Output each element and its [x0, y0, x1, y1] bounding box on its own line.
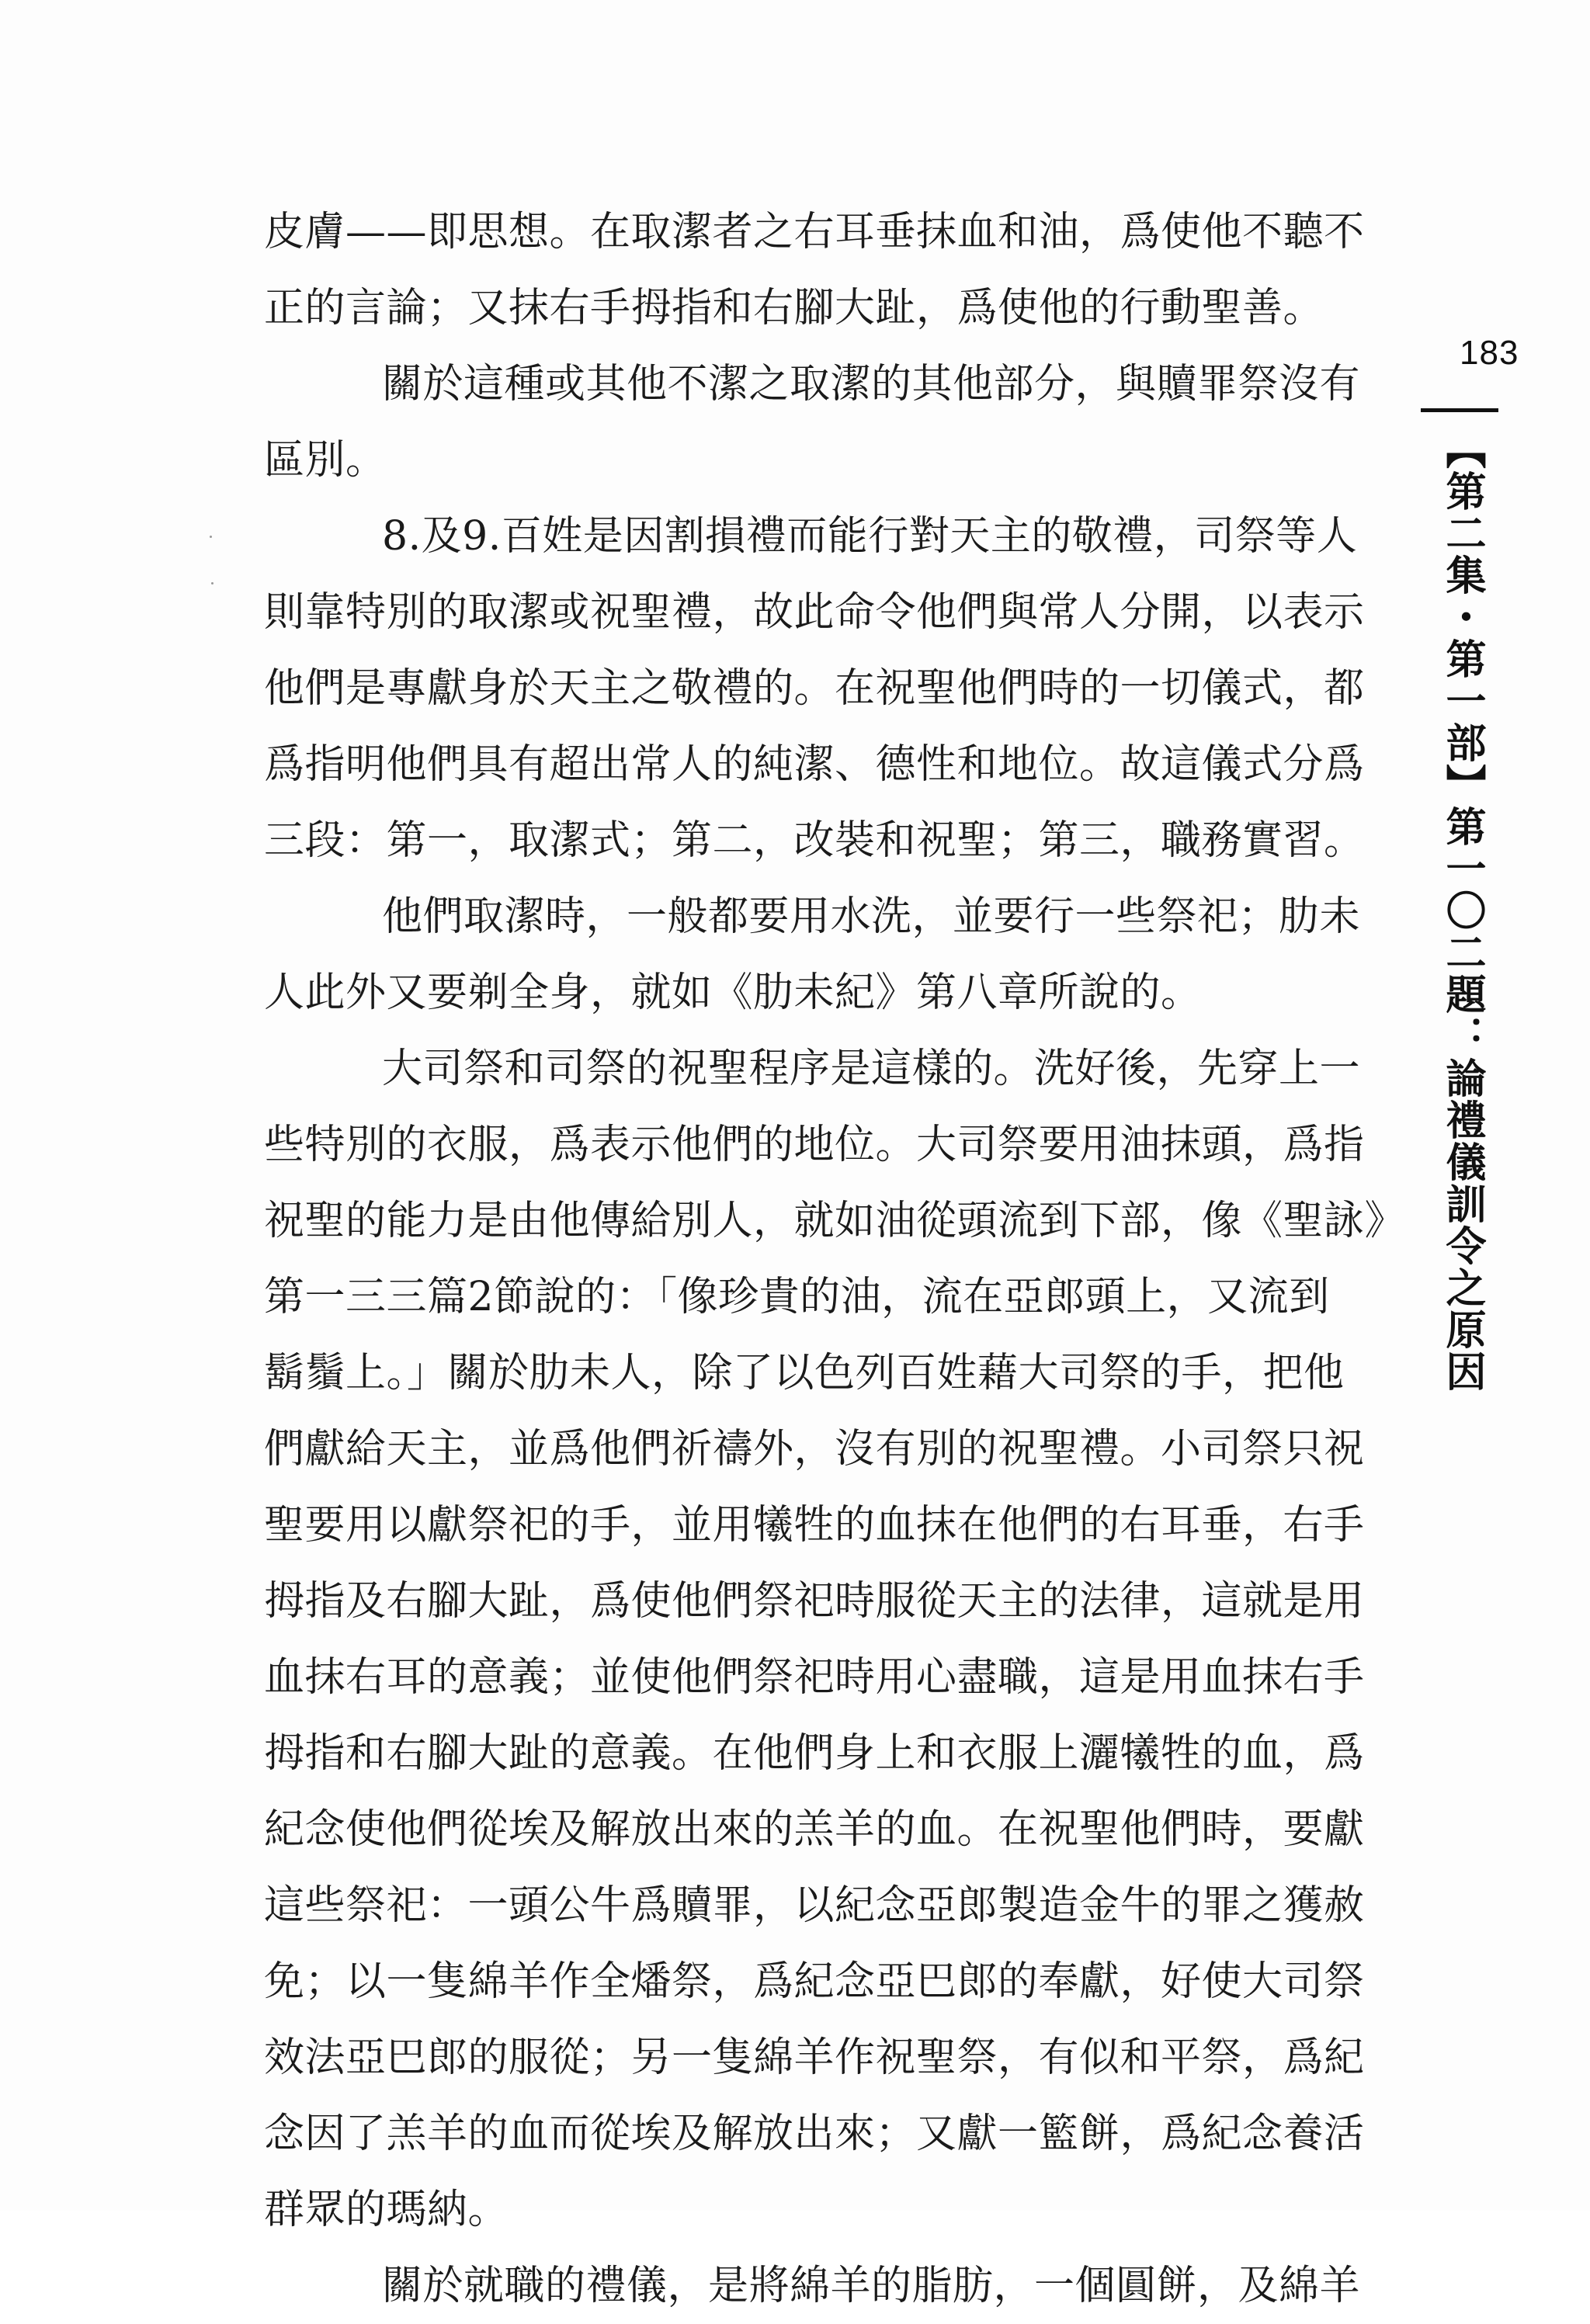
text-line: 人此外又要剃全身，就如《肋未紀》第八章所說的。: [264, 969, 1202, 1016]
text-line: 他們取潔時，一般都要用水洗，並要行一些祭祀；肋未: [382, 893, 1361, 940]
text-line: 他們是專獻身於天主之敬禮的。在祝聖他們時的一切儀式，都: [264, 665, 1365, 712]
running-head: 【第二集・第一部】第一〇二題：論禮儀訓令之原因: [1439, 428, 1485, 1393]
text-line: 正的言論；又抹右手拇指和右腳大趾，爲使他的行動聖善。: [264, 285, 1324, 331]
scan-speck: [210, 536, 212, 538]
text-line: 們獻給天主，並爲他們祈禱外，沒有別的祝聖禮。小司祭只祝: [264, 1426, 1365, 1472]
text-line: 這些祭祀：一頭公牛爲贖罪，以紀念亞郎製造金牛的罪之獲赦: [264, 1882, 1365, 1929]
text-line: 鬍鬚上。」關於肋未人，除了以色列百姓藉大司祭的手，把他: [264, 1350, 1345, 1396]
text-line: 效法亞巴郎的服從；另一隻綿羊作祝聖祭，有似和平祭，爲紀: [264, 2034, 1365, 2081]
text-line: 祝聖的能力是由他傳給別人，就如油從頭流到下部，像《聖詠》: [264, 1198, 1406, 1244]
header-rule: [1421, 408, 1498, 412]
text-line: 血抹右耳的意義；並使他們祭祀時用心盡職，這是用血抹右手: [264, 1654, 1365, 1701]
text-line: 第一三三篇2節說的：「像珍貴的油，流在亞郎頭上，又流到: [264, 1274, 1330, 1320]
text-line: 則靠特別的取潔或祝聖禮，故此命令他們與常人分開，以表示: [264, 589, 1365, 636]
text-line: 皮膚——即思想。在取潔者之右耳垂抹血和油，爲使他不聽不: [264, 209, 1365, 255]
scan-speck: [211, 582, 214, 584]
text-line: 紀念使他們從埃及解放出來的羔羊的血。在祝聖他們時，要獻: [264, 1806, 1365, 1853]
text-line: 拇指和右腳大趾的意義。在他們身上和衣服上灑犧牲的血，爲: [264, 1730, 1365, 1777]
text-line: 關於就職的禮儀，是將綿羊的脂肪，一個圓餅，及綿羊: [382, 2263, 1361, 2309]
text-line: 群眾的瑪納。: [264, 2187, 509, 2233]
text-line: 爲指明他們具有超出常人的純潔、德性和地位。故這儀式分爲: [264, 741, 1365, 788]
text-line: 免；以一隻綿羊作全燔祭，爲紀念亞巴郎的奉獻，好使大司祭: [264, 1958, 1365, 2005]
text-line: 區別。: [264, 437, 387, 484]
text-line: 8.及9.百姓是因割損禮而能行對天主的敬禮，司祭等人: [382, 513, 1358, 560]
text-line: 關於這種或其他不潔之取潔的其他部分，與贖罪祭沒有: [382, 361, 1361, 408]
text-line: 聖要用以獻祭祀的手，並用犧牲的血抹在他們的右耳垂，右手: [264, 1502, 1365, 1549]
text-line: 念因了羔羊的血而從埃及解放出來；又獻一籃餅，爲紀念養活: [264, 2111, 1365, 2157]
text-line: 拇指及右腳大趾，爲使他們祭祀時服從天主的法律，這就是用: [264, 1578, 1365, 1625]
text-line: 些特別的衣服，爲表示他們的地位。大司祭要用油抹頭，爲指: [264, 1122, 1365, 1168]
body-text: [264, 194, 1406, 2324]
page-number: 183: [1460, 334, 1519, 372]
text-line: 大司祭和司祭的祝聖程序是這樣的。洗好後，先穿上一: [382, 1046, 1361, 1092]
text-line: 三段：第一，取潔式；第二，改裝和祝聖；第三，職務實習。: [264, 817, 1365, 864]
